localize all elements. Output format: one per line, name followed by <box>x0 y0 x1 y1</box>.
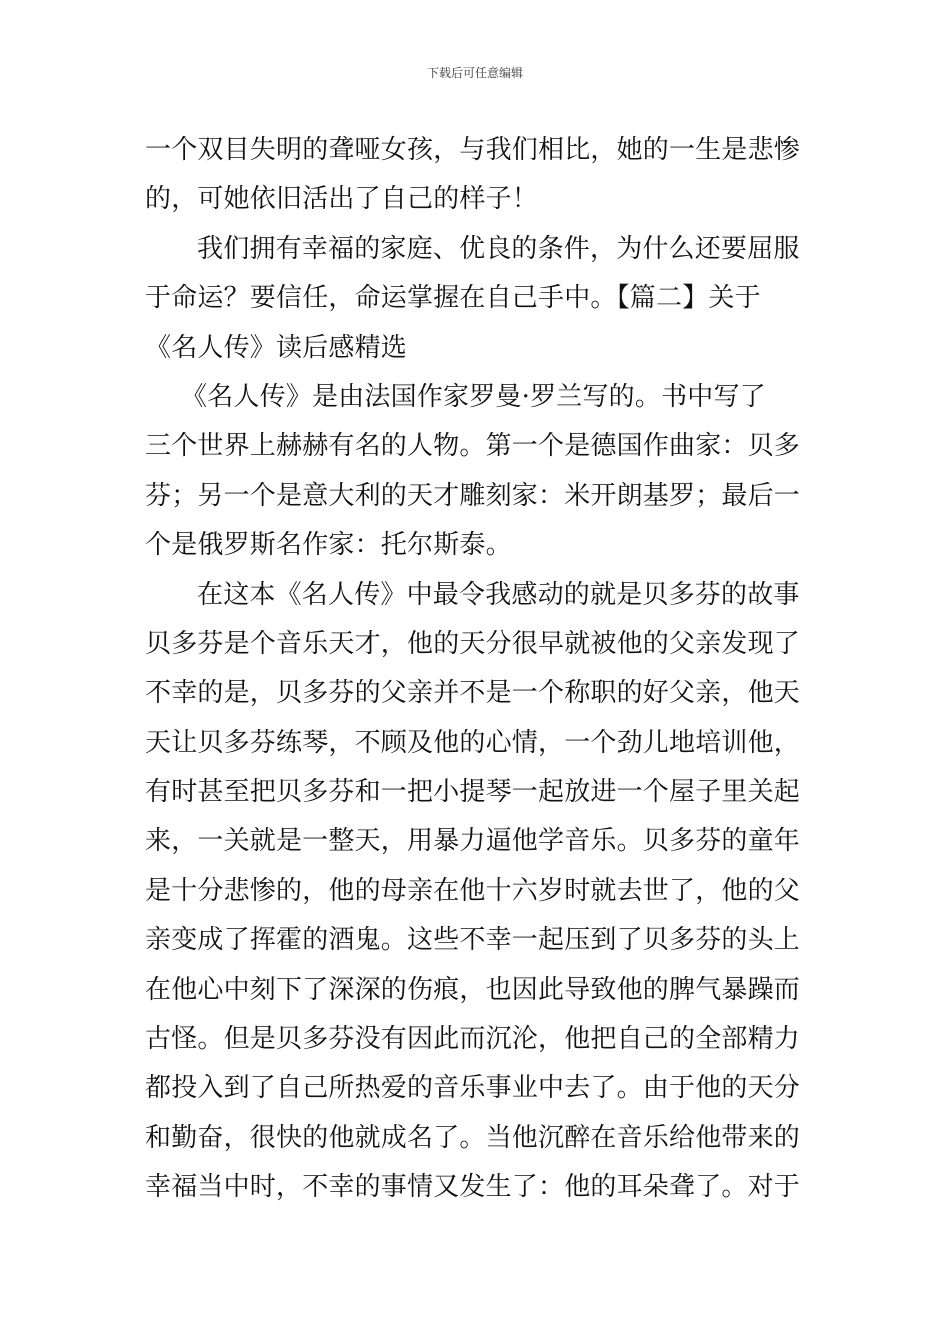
text-line: 贝多芬是个音乐天才，他的天分很早就被他的父亲发现了 <box>145 628 801 659</box>
text-line: 个是俄罗斯名作家：托尔斯泰。 <box>145 530 512 561</box>
text-line: 和勤奋，很快的他就成名了。当他沉醉在音乐给他带来的 <box>145 1122 801 1153</box>
text-line: 芬；另一个是意大利的天才雕刻家：米开朗基罗；最后一 <box>145 480 801 511</box>
text-line: 都投入到了自己所热爱的音乐事业中去了。由于他的天分 <box>145 1073 801 1104</box>
text-line: 的，可她依旧活出了自己的样子！ <box>145 184 539 215</box>
text-line: 于命运？要信任，命运掌握在自己手中。【篇二】关于 <box>145 283 761 314</box>
text-line: 我们拥有幸福的家庭、优良的条件，为什么还要屈服 <box>197 233 800 264</box>
text-line: 来，一关就是一整天，用暴力逼他学音乐。贝多芬的童年 <box>145 826 801 857</box>
text-line: 亲变成了挥霍的酒鬼。这些不幸一起压到了贝多芬的头上 <box>145 925 801 956</box>
page-header: 下载后可任意编辑 <box>426 66 523 80</box>
text-line: 在这本《名人传》中最令我感动的就是贝多芬的故事 <box>197 579 800 610</box>
text-line: 是十分悲惨的，他的母亲在他十六岁时就去世了，他的父 <box>145 875 801 906</box>
text-line: 不幸的是，贝多芬的父亲并不是一个称职的好父亲，他天 <box>145 678 801 709</box>
text-line: 在他心中刻下了深深的伤痕，也因此导致他的脾气暴躁而 <box>145 974 801 1005</box>
section-title-line: 《名人传》读后感精选 <box>145 332 408 363</box>
document-body <box>145 126 807 1213</box>
text-line: 幸福当中时，不幸的事情又发生了：他的耳朵聋了。对于 <box>145 1172 801 1203</box>
text-line: 一个双目失明的聋哑女孩，与我们相比，她的一生是悲惨 <box>145 135 801 165</box>
text-line: 有时甚至把贝多芬和一把小提琴一起放进一个屋子里关起 <box>145 777 801 808</box>
text-line: 天让贝多芬练琴，不顾及他的心情，一个劲儿地培训他， <box>145 727 801 758</box>
text-line: 三个世界上赫赫有名的人物。第一个是德国作曲家：贝多 <box>145 431 801 462</box>
text-line: 《名人传》是由法国作家罗曼·罗兰写的。书中写了 <box>181 381 766 412</box>
text-line: 古怪。但是贝多芬没有因此而沉沦，他把自己的全部精力 <box>145 1024 801 1055</box>
